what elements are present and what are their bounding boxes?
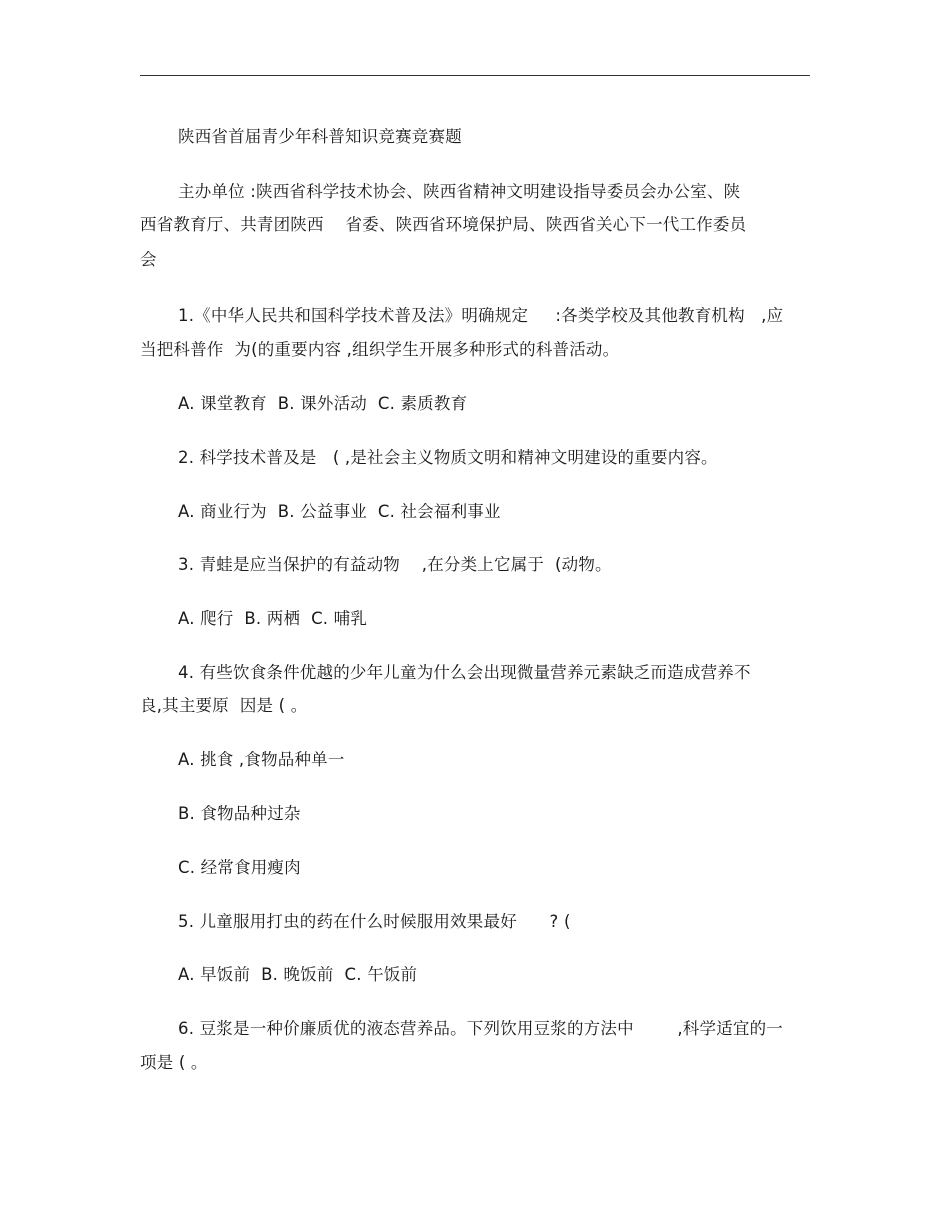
question-3-line-1: 3. 青蛙是应当保护的有益动物 ,在分类上它属于 (动物。 [178,555,612,574]
question-4-option-c: C. 经常食用瘦肉 [178,858,301,877]
question-4-option-a: A. 挑食 ,食物品种单一 [178,750,345,769]
question-3-options: A. 爬行 B. 两栖 C. 哺乳 [178,609,368,628]
question-6-line-1: 6. 豆浆是一种价廉质优的液态营养品。下列饮用豆浆的方法中 ,科学适宜的一 [178,1019,783,1038]
question-5-line-1: 5. 儿童服用打虫的药在什么时候服用效果最好 ? ( [178,912,571,931]
header-rule [140,75,810,76]
organizers-line-3: 会 [140,250,157,269]
question-2-options: A. 商业行为 B. 公益事业 C. 社会福利事业 [178,502,501,521]
organizers-line-1: 主办单位 :陕西省科学技术协会、陕西省精神文明建设指导委员会办公室、陕 [178,182,741,201]
question-2-line-1: 2. 科学技术普及是 ( ,是社会主义物质文明和精神文明建设的重要内容。 [178,448,718,467]
question-6-line-2: 项是 ( 。 [140,1053,208,1072]
question-4-option-b: B. 食物品种过杂 [178,804,301,823]
question-4-line-2: 良,其主要原 因是 ( 。 [140,696,308,715]
question-4-line-1: 4. 有些饮食条件优越的少年儿童为什么会出现微量营养元素缺乏而造成营养不 [178,663,751,682]
document-title: 陕西省首届青少年科普知识竞赛竞赛题 [178,127,462,146]
question-1-line-2: 当把科普作 为(的重要内容 ,组织学生开展多种形式的科普活动。 [140,340,620,359]
question-1-options: A. 课堂教育 B. 课外活动 C. 素质教育 [178,394,468,413]
question-5-options: A. 早饭前 B. 晚饭前 C. 午饭前 [178,965,418,984]
question-1-line-1: 1.《中华人民共和国科学技术普及法》明确规定 :各类学校及其他教育机构 ,应 [178,306,784,325]
organizers-line-2: 西省教育厅、共青团陕西 省委、陕西省环境保护局、陕西省关心下一代工作委员 [140,215,747,234]
